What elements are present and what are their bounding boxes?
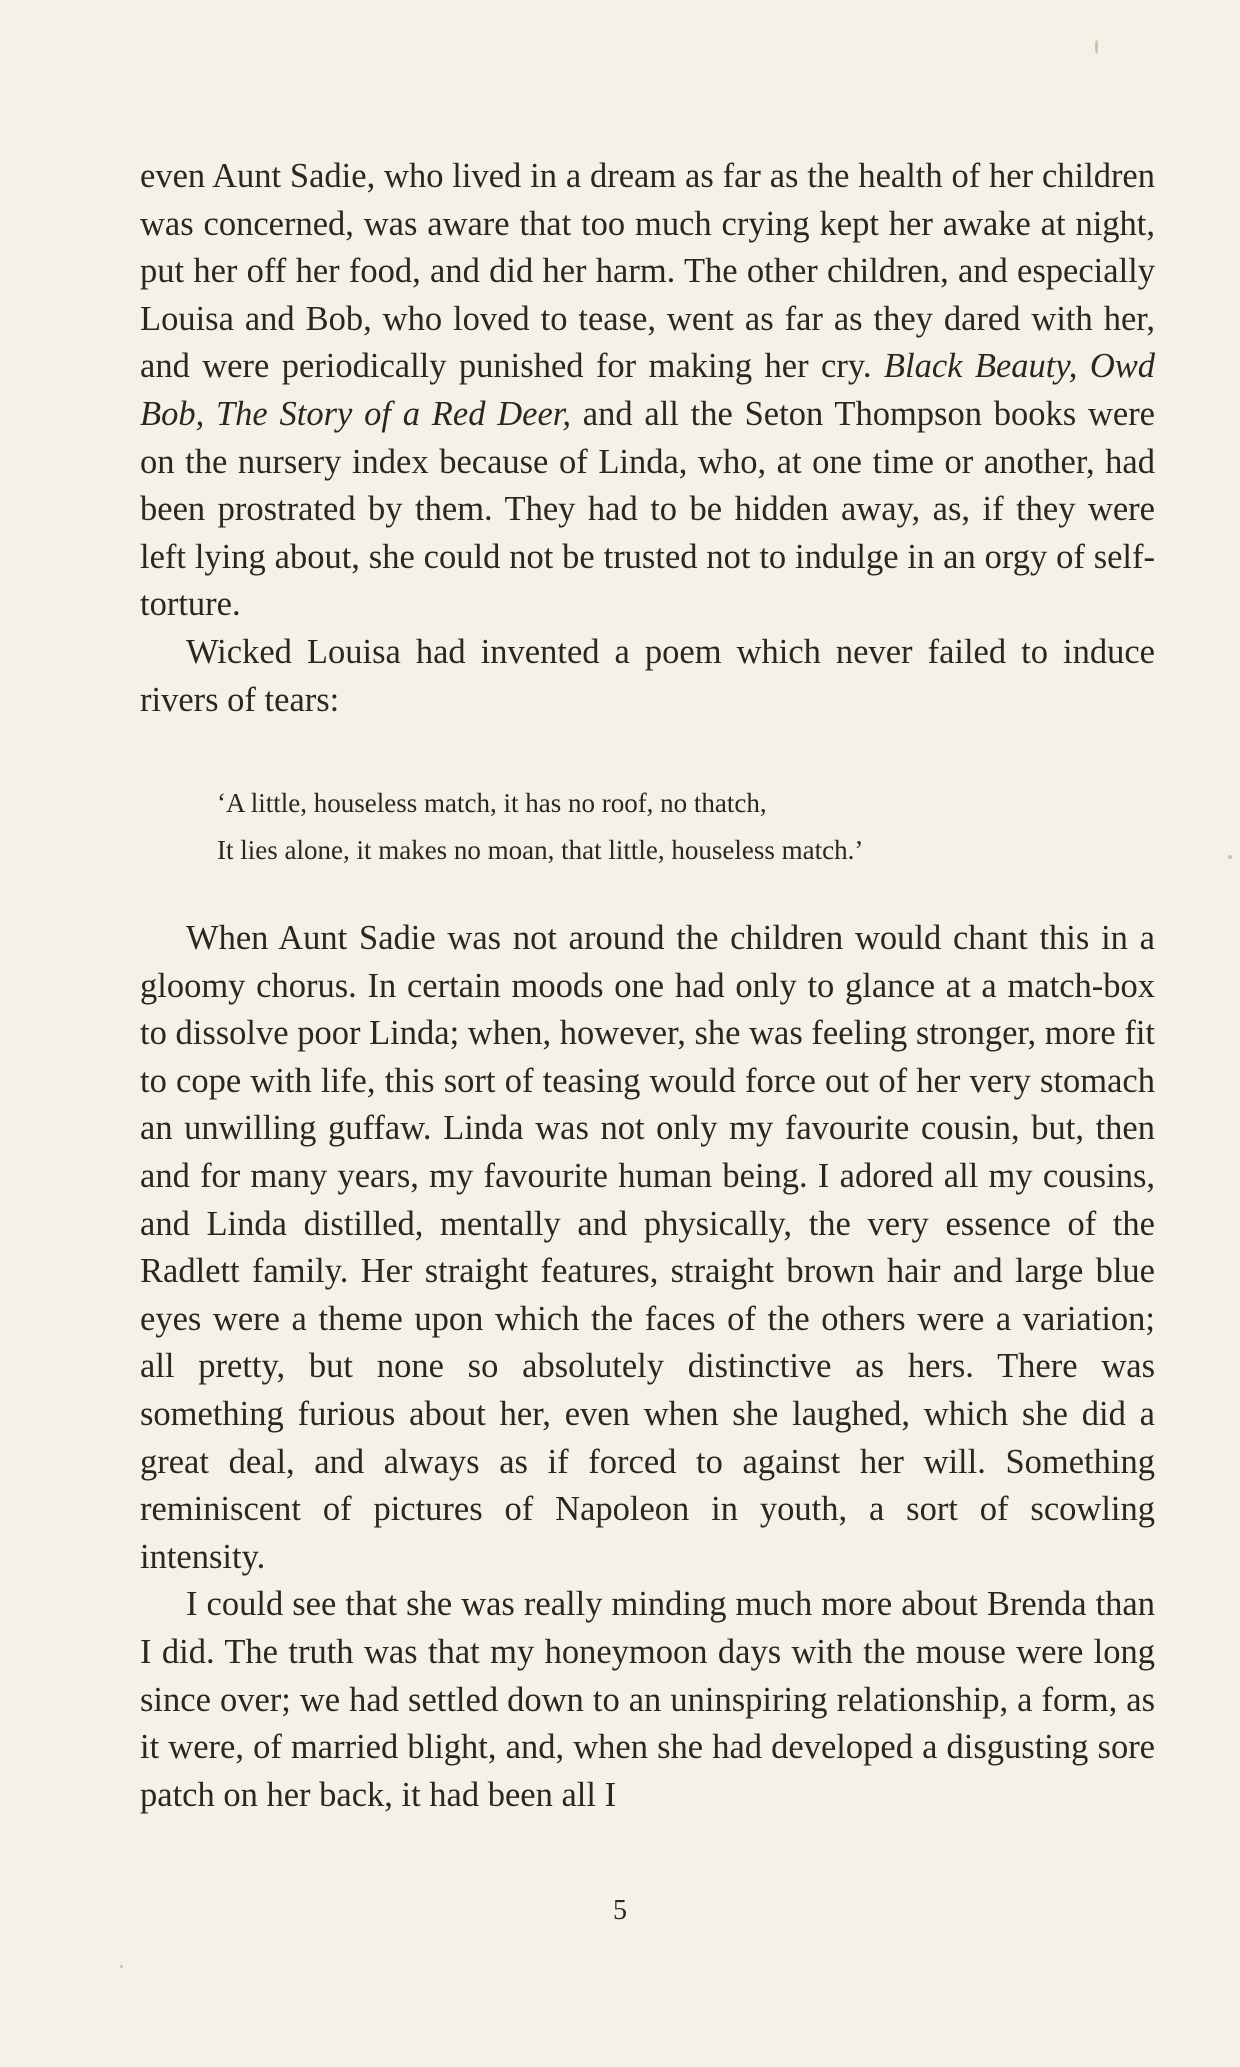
paper-speck — [1095, 40, 1098, 54]
text-block-top — [140, 153, 1155, 724]
paper-speck — [120, 1965, 123, 1968]
verse-block — [217, 780, 1117, 874]
paragraph-1-after-titles: and all the Seton Thompson books were on the nursery index because of Linda, who, at one time or another, had been prostrated by them. They had to be hidden away, as, if they were left lying about, she could not be trusted not to indulge in an orgy of self-torture. — [140, 394, 1155, 624]
page-number: 5 — [613, 1895, 627, 1926]
text-block-bottom — [140, 915, 1155, 1819]
paper-speck — [1228, 855, 1232, 859]
paragraph-1-before-titles: even Aunt Sadie, who lived in a dream as far as the health of her children was concerned, was aware that too much crying kept her awake at night, put her off her food, and did her harm. The other children, and especially Louisa and Bob, who loved to tease, went as far as they dared with her, and were periodically punished for making her cry. — [140, 157, 1155, 386]
paragraph-3: When Aunt Sadie was not around the children would chant this in a gloomy chorus. In certain moods one had only to glance at a match-box to dissolve poor Linda; when, however, she was feeling stronger, more fit to cope with life, this sort of teasing would force out of her very stomach an unwilling guffaw. Linda was not only my favourite cousin, but, then and for many years, my favourite human being. I adored all my cousins, and Linda distilled, mentally and physically, the very essence of the Radlett family. Her straight features, straight brown hair and large blue eyes were a theme upon which the faces of the others were a variation; all pretty, but none so absolutely distinctive as hers. There was something furious about her, even when she laughed, which she did a great deal, and always as if forced to against her will. Something reminiscent of pictures of Napoleon in youth, a sort of scowling intensity. — [140, 919, 1155, 1576]
paragraph-4: I could see that she was really minding much more about Brenda than I did. The truth was that my honeymoon days with the mouse were long since over; we had settled down to an uninspiring relationship, a form, as it were, of married blight, and, when she had developed a disgusting sore patch on her back, it had been all I — [140, 1585, 1155, 1814]
paragraph-1-book-titles: Black Beauty, Owd Bob, The Story of a Red Deer, — [140, 347, 1156, 433]
verse-line-2: It lies alone, it makes no moan, that little, houseless match.’ — [217, 835, 864, 865]
verse-line-1: ‘A little, houseless match, it has no roof, no thatch, — [217, 788, 767, 818]
paragraph-1 — [140, 153, 1155, 629]
paragraph-2: Wicked Louisa had invented a poem which never failed to induce rivers of tears: — [140, 632, 1155, 719]
